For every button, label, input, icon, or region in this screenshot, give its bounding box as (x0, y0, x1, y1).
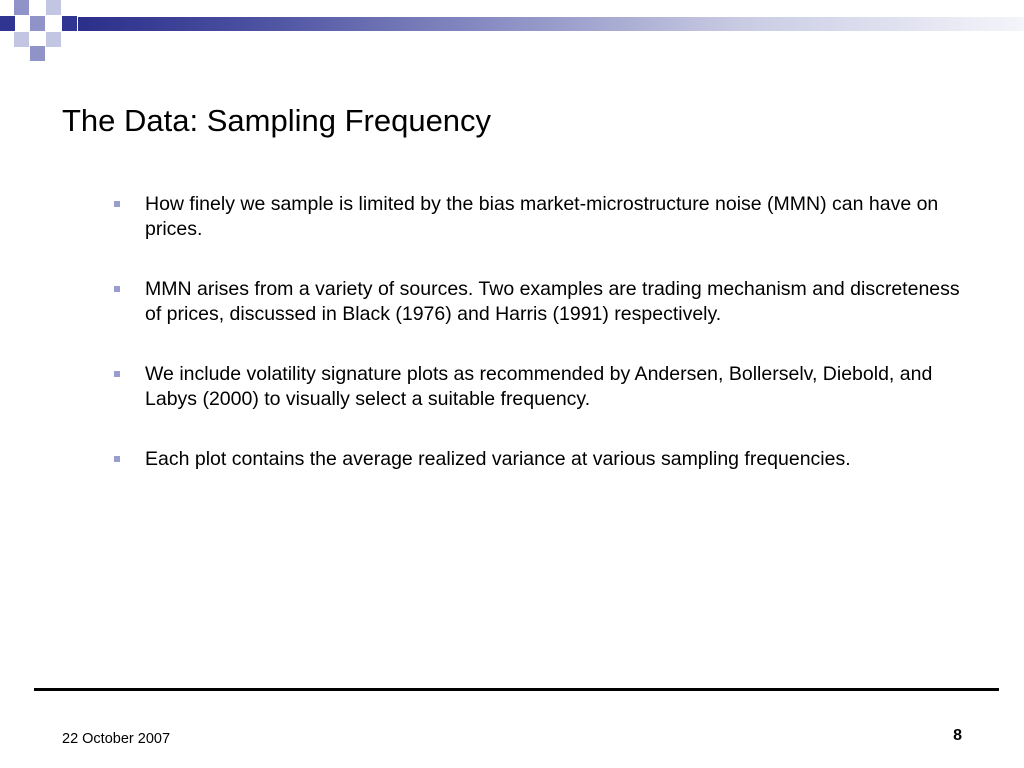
decorative-square (14, 32, 29, 47)
decorative-square (46, 0, 61, 15)
bullet-text: Each plot contains the average realized variance at various sampling frequencies. (145, 448, 851, 470)
square-bullet-icon (114, 286, 120, 292)
header-decoration (0, 0, 1024, 62)
decorative-square (46, 32, 61, 47)
square-bullet-icon (114, 371, 120, 377)
square-bullet-icon (114, 201, 120, 207)
bullet-list (110, 192, 980, 507)
bullet-item (110, 447, 980, 472)
slide-title: The Data: Sampling Frequency (62, 103, 492, 138)
bullet-item (110, 192, 980, 242)
footer-date: 22 October 2007 (62, 731, 171, 747)
decorative-square (30, 46, 45, 61)
decorative-square (30, 16, 45, 31)
bullet-item (110, 277, 980, 327)
bullet-text: How finely we sample is limited by the bias market-microstructure noise (MMN) can have on prices. (145, 193, 939, 240)
bullet-item (110, 362, 980, 412)
decorative-square (14, 0, 29, 15)
bullet-text: We include volatility signature plots as recommended by Andersen, Bollerselv, Diebold, and Labys (2000) to visually select a suitable frequency. (145, 363, 933, 410)
square-bullet-icon (114, 456, 120, 462)
bullet-text: MMN arises from a variety of sources. Two examples are trading mechanism and discreteness of prices, discussed in Black (1976) and Harris (1991) respectively. (145, 278, 960, 325)
header-gradient-bar (78, 17, 1024, 31)
page-number: 8 (953, 727, 962, 744)
decorative-square (62, 16, 77, 31)
footer-divider (34, 688, 999, 691)
decorative-square (0, 16, 15, 31)
